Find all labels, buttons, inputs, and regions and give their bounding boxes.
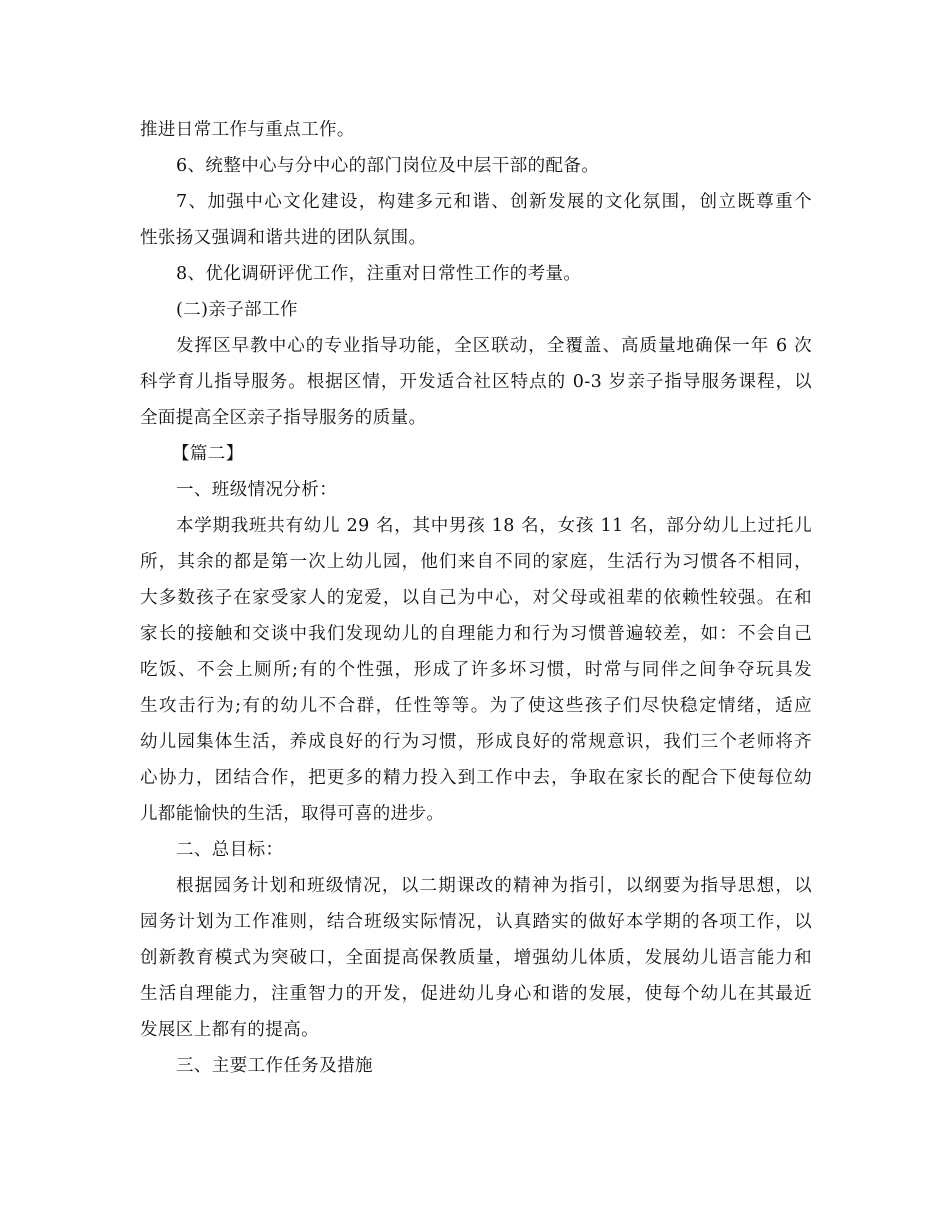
- paragraph-line: 吃饭、不会上厕所;有的个性强，形成了许多坏习惯，时常与同伴之间争夺玩具发: [140, 660, 812, 680]
- section-heading-class-analysis: 一、班级情况分析：: [176, 480, 338, 500]
- paragraph-line: 创新教育模式为突破口，全面提高保教质量，增强幼儿体质，发展幼儿语言能力和: [140, 948, 812, 968]
- paragraph-line: 生活自理能力，注重智力的开发，促进幼儿身心和谐的发展，使每个幼儿在其最近: [140, 984, 812, 1004]
- section-heading-overall-goal: 二、总目标：: [176, 840, 284, 860]
- paragraph-line: 大多数孩子在家受家人的宠爱，以自己为中心，对父母或祖辈的依赖性较强。在和: [140, 588, 812, 608]
- list-item-7-continuation: 性张扬又强调和谐共进的团队氛围。: [140, 228, 427, 248]
- section-heading-main-tasks: 三、主要工作任务及措施: [176, 1056, 373, 1076]
- list-item-6: 6、统整中心与分中心的部门岗位及中层干部的配备。: [176, 156, 600, 176]
- paragraph-line: 儿都能愉快的生活，取得可喜的进步。: [140, 804, 445, 824]
- document-body: [140, 112, 812, 1084]
- paragraph-line: 心协力，团结合作，把更多的精力投入到工作中去，争取在家长的配合下使每位幼: [140, 768, 812, 788]
- paragraph-continuation: 推进日常工作与重点工作。: [140, 120, 355, 140]
- paragraph-line: 本学期我班共有幼儿 29 名，其中男孩 18 名，女孩 11 名，部分幼儿上过托儿: [176, 516, 812, 536]
- paragraph-line: 科学育儿指导服务。根据区情，开发适合社区特点的 0-3 岁亲子指导服务课程，以: [140, 372, 812, 392]
- paragraph-line: 发挥区早教中心的专业指导功能，全区联动，全覆盖、高质量地确保一年 6 次: [176, 336, 812, 356]
- paragraph-line: 全面提高全区亲子指导服务的质量。: [140, 408, 427, 428]
- paragraph-line: 所，其余的都是第一次上幼儿园，他们来自不同的家庭，生活行为习惯各不相同，: [140, 552, 812, 572]
- paragraph-line: 发展区上都有的提高。: [140, 1020, 319, 1040]
- paragraph-line: 家长的接触和交谈中我们发现幼儿的自理能力和行为习惯普遍较差，如：不会自己: [140, 624, 812, 644]
- paragraph-line: 根据园务计划和班级情况，以二期课改的精神为指引，以纲要为指导思想，以: [176, 876, 812, 896]
- list-item-7: 7、加强中心文化建设，构建多元和谐、创新发展的文化氛围，创立既尊重个: [176, 192, 812, 212]
- paragraph-line: 生攻击行为;有的幼儿不合群，任性等等。为了使这些孩子们尽快稳定情绪，适应: [140, 696, 812, 716]
- section-heading-parent-child: (二)亲子部工作: [176, 300, 298, 320]
- paragraph-line: 园务计划为工作准则，结合班级实际情况，认真踏实的做好本学期的各项工作，以: [140, 912, 812, 932]
- list-item-8: 8、优化调研评优工作，注重对日常性工作的考量。: [176, 264, 582, 284]
- part-two-heading: 【篇二】: [172, 444, 244, 464]
- paragraph-line: 幼儿园集体生活，养成良好的行为习惯，形成良好的常规意识，我们三个老师将齐: [140, 732, 812, 752]
